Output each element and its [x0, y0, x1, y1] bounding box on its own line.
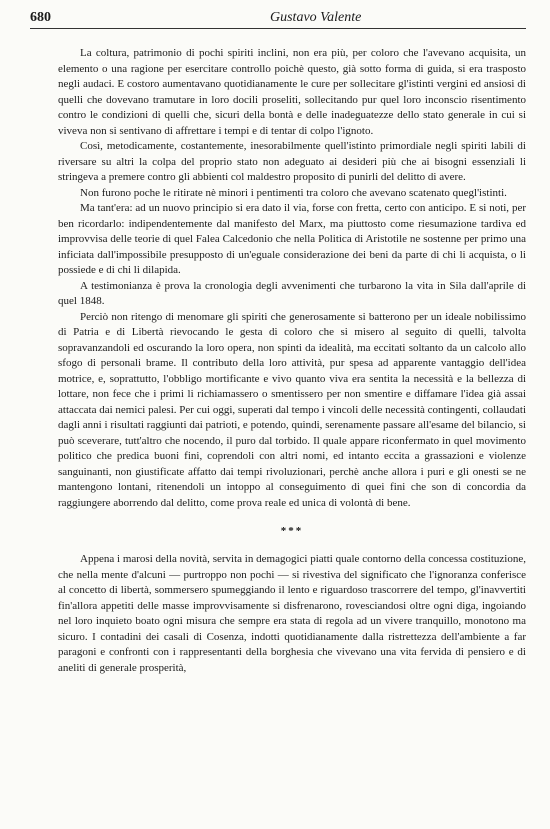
running-head: Gustavo Valente	[270, 10, 362, 25]
paragraph: La coltura, patrimonio di pochi spiriti inclini, non era più, per coloro che l'avevano acquisita, un elemento o una ragione per esercitare controllo poichè questo, già sotto forma di guida, si era trasposto negli audaci. E costoro aumentavano quotidianamente le cure per sollecitare gl'istinti vergini ed ansiosi di quelli che dovevano tramutare in loro docili proseliti, sollecitando pur quel loro inconscio risentimento contro le condizioni di quelli che, sicuri della bontà e delle inadeguatezze dello stato generale in cui si viveva non si sentivano di affrettare i tempi e di tentar di colpo l'ignoto.	[58, 47, 526, 137]
paragraph: Ma tant'era: ad un nuovo principio si era dato il via, forse con fretta, certo con anticipo. E si noti, per ben ricordarlo: indipendentemente dal manifesto del Marx, ma piuttosto come riesumazione tardiva ed improvvisa delle teorie di quel Falea Calcedonio che nella Politica di Aristotile ne sostenne per primo una inficiata dall'impossibile presupposto di un'eguale considerazione dei beni da parte di chi li acquista, o li possiede e di chi li dilapida.	[58, 202, 526, 276]
paragraph: Non furono poche le ritirate nè minori i pentimenti tra coloro che avevano scatenato quegl'istinti.	[80, 186, 507, 199]
section-separator: ***	[280, 525, 304, 537]
paragraph: Così, metodicamente, costantemente, inesorabilmente quell'istinto primordiale negli spiriti labili di riversare su altri la colpa del proprio stato non adeguato ai desideri più che ai bisogni essenziali li stringeva a premere contro gli abbienti col maldestro proposito di punirli del delitto di avere.	[58, 140, 526, 183]
body-text	[58, 46, 526, 676]
paragraph: Perciò non ritengo di menomare gli spiriti che generosamente si batterono per un ideale nobilissimo di Patria e di Libertà rievocando le gesta di coloro che si misero al seguito di quelli, talvolta sopravanzandoli ed oscurando la loro opera, non spinti da idealità, ma eccitati soltanto da un calcolo allo sfogo di personali brame. Il contributo della loro attività, pur spesa ad apparente vantaggio dell'idea motrice, e, soprattutto, l'obbligo mortificante e vivo quanto viva era sentita la necessità e la bellezza di lottare, non fece che i primi li richiamassero o smentissero per non smentire e diffamare l'idea già assai attaccata dai nemici palesi. Per cui oggi, superati dal tempo i vincoli delle necessità contingenti, collaudati dagli anni i risultati raggiunti dai patrioti, e potendo, quindi, serenamente passare all'esame del bilancio, si può sceverare, tutt'altro che nocendo, il puro dal torbido. Il quale appare riconfermato in quel movimento politico che predica buoni fini, coprendoli con altri nomi, ed intanto eccita a grassazioni e violenze sanguinanti, non giustificate affatto dai tempi rivoluzionari, perchè anche allora i puri e gli onesti se ne mantengono lontani, ritenendoli un intoppo al conseguimento di quei fini che son di concordia da raggiungere aborrendo dal delitto, come prova reale ed unica di volontà di bene.	[58, 310, 526, 509]
paragraph: Appena i marosi della novità, servita in demagogici piatti quale contorno della concessa costituzione, che nella mente d'alcuni — purtroppo non pochi — si rivestiva del significato che l'ignoranza conferisce al concetto di libertà, sommersero spumeggiando il lento e riguardoso trascorrere del tempo, gl'inavvertiti fin'allora appetiti delle masse improvvisamente si disfrenarono, rovesciandosi oltre ogni diga, ingoiando nel loro inquieto boato ogni misura che sempre era stata di regola ad un vivere tranquillo, monotono ma sicuro. I contadini dei casali di Cosenza, indotti quotidianamente dalla ristrettezza dell'ambiente a far paragoni e confronti con i rappresentanti della borghesia che vivevano una vita fervida di pensiero e di aneliti di generale prosperità,	[58, 553, 526, 674]
page-number: 680	[30, 10, 51, 25]
page-header	[30, 10, 526, 29]
paragraph: A testimonianza è prova la cronologia degli avvenimenti che turbarono la vita in Sila dall'aprile di quel 1848.	[58, 279, 526, 307]
